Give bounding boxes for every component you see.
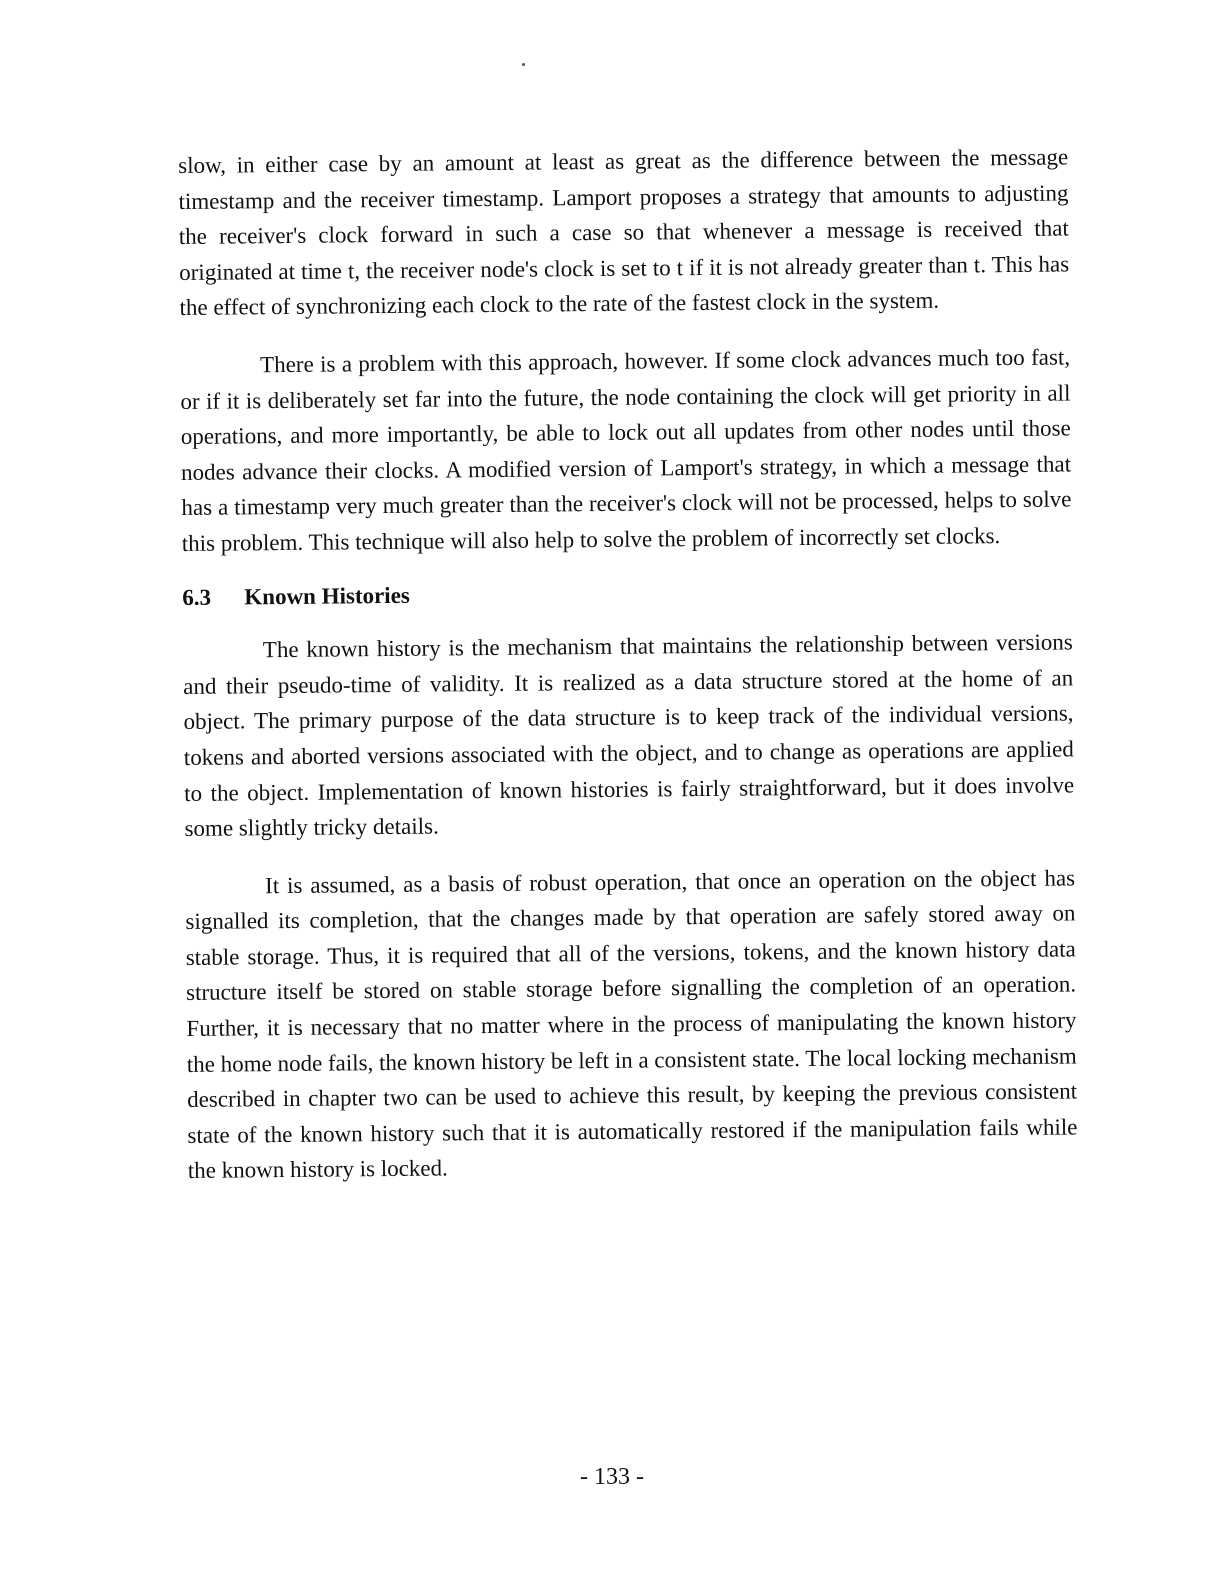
- paragraph-known-history-intro: The known history is the mechanism that maintains the relationship between versions and their pseudo-time of validity. It is realized as a data structure stored at the home of an object. The primary purpose of the data structure is to keep track of the individual versions, tokens and aborted versions associated with the object, and to change as operations are applied to the object. Implementation of known histories is fairly straightforward, but it does involve some slightly tricky details.: [183, 629, 1075, 842]
- section-title: Known Histories: [244, 582, 410, 609]
- paragraph-clock-problem: There is a problem with this approach, however. If some clock advances much too fast, or if it is deliberately set far into the future, the node containing the clock will get priority in all operations, and more importantly, be able to lock out all updates from other nodes until those nodes advance their clocks. A modified version of Lamport's strategy, in which a message that has a timestamp very much greater than the receiver's clock will not be processed, helps to solve this problem. This technique will also help to solve the problem of incorrectly set clocks.: [180, 344, 1072, 556]
- section-number: 6.3: [182, 584, 212, 610]
- body-text: [178, 139, 1078, 1189]
- scan-speck: [522, 63, 525, 66]
- page-number: - 133 -: [580, 1464, 644, 1490]
- paragraph-robust-operation: It is assumed, as a basis of robust operation, that once an operation on the object has signalled its completion, that the changes made by that operation are safely stored away on stable storage. Thus, it is required that all of the versions, tokens, and the known history data structure itself be stored on stable storage before signalling the completion of an operation. Further, it is necessary that no matter where in the process of manipulating the known history the home node fails, the known history be left in a consistent state. The local locking mechanism described in chapter two can be used to achieve this result, by keeping the previous consistent state of the known history such that it is automatically restored if the manipulation fails while the known history is locked.: [185, 865, 1078, 1184]
- paragraph-clock-adjustment: slow, in either case by an amount at least as great as the difference between the message timestamp and the receiver timestamp. Lamport proposes a strategy that amounts to adjusting the receiver's clock forward in such a case so that whenever a message is received that originated at time t, the receiver node's clock is set to t if it is not already greater than t. This has the effect of synchronizing each clock to the rate of the fastest clock in the system.: [178, 144, 1070, 321]
